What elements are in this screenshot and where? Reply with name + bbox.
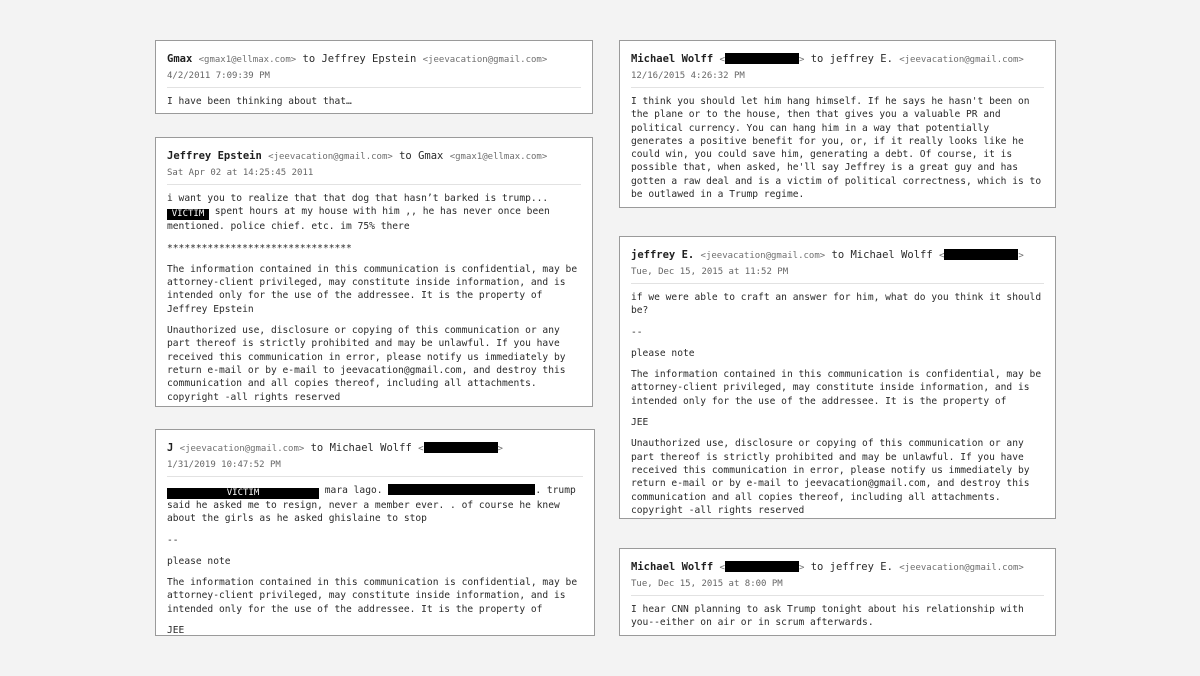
recipient-address: <jeevacation@gmail.com> xyxy=(899,563,1024,573)
email-body xyxy=(631,95,1044,201)
email-date: Sat Apr 02 at 14:25:45 2011 xyxy=(167,167,581,185)
sender-address: <gmax1@ellmax.com> xyxy=(198,55,297,65)
please-note: please note xyxy=(167,555,231,567)
body-paragraph: I have been thinking about that… xyxy=(167,96,352,107)
recipient-address: <gmax1@ellmax.com> xyxy=(449,152,548,162)
email-card-jeffrey-to-wolff xyxy=(619,236,1056,519)
confidentiality-notice: The information contained in this communication is confidential, may be attorney-client privileged, may constitute inside information, and is intended only for the use of the addressee. It is the property of xyxy=(167,577,578,615)
please-note: please note xyxy=(631,347,695,359)
addr-close: > xyxy=(1018,251,1024,261)
recipient-name: Jeffrey Epstein xyxy=(321,53,417,65)
body-paragraph: I think you should let him hang himself. If he says he hasn't been on the plane or to the house, then that gives you a valuable PR and political currency. You can hang him in a way that potentially generates a positive benefit for you, or, if it really looks like he could win, you could save him, generating a debt. Of course, it is possible that, when asked, he'll say Jeffrey is a great guy and has gotten a raw deal and is a victim of political correctness, which is to be outlawed in a Trump regime. xyxy=(631,96,1042,201)
signature: JEE xyxy=(167,625,185,636)
email-body xyxy=(167,192,581,404)
unauthorized-use-notice: Unauthorized use, disclosure or copying of this communication or any part thereof is strictly prohibited and may be unlawful. If you have received this communication in error, please notify us immediately by return e-mail or by e-mail to jeevacation@gmail.com, and destroy this communication and all copies thereof, including all attachments. copyright -all rights reserved xyxy=(167,325,566,403)
sender-name: J xyxy=(167,442,174,454)
email-card-wolff-dec15 xyxy=(619,548,1056,636)
addr-open: < xyxy=(719,563,725,573)
recipient-name: jeffrey E. xyxy=(829,561,893,573)
to-label: to xyxy=(831,249,845,261)
email-date: 1/31/2019 10:47:52 PM xyxy=(167,459,583,477)
sender-name: jeffrey E. xyxy=(631,249,695,261)
email-date: Tue, Dec 15, 2015 at 8:00 PM xyxy=(631,578,1044,596)
body-segment: mara lago. xyxy=(319,485,389,496)
email-card-gmax-apr2 xyxy=(155,40,593,114)
redaction-victim: VICTIM xyxy=(167,209,209,220)
confidentiality-notice: The information contained in this communication is confidential, may be attorney-client privileged, may constitute inside information, and is intended only for the use of the addressee. It is the property of xyxy=(631,369,1042,407)
redacted-address xyxy=(944,249,1018,260)
dashes: -- xyxy=(631,326,643,338)
recipient-name: Gmax xyxy=(418,150,444,162)
email-header xyxy=(167,441,583,456)
to-label: to xyxy=(399,150,412,162)
body-paragraph xyxy=(167,484,583,526)
sender-name: Gmax xyxy=(167,53,193,65)
email-body xyxy=(631,603,1044,630)
addr-open: < xyxy=(939,251,945,261)
email-date: 4/2/2011 7:09:39 PM xyxy=(167,70,581,88)
to-label: to xyxy=(810,561,824,573)
redacted-address xyxy=(424,442,498,453)
redaction-victim: VICTIM xyxy=(167,488,319,499)
body-paragraph xyxy=(167,192,581,234)
email-header xyxy=(167,149,581,164)
body-paragraph: if we were able to craft an answer for him, what do you think it should be? xyxy=(631,292,1042,317)
sender-name: Michael Wolff xyxy=(631,561,714,573)
redacted-address xyxy=(725,53,799,64)
sender-address: <jeevacation@gmail.com> xyxy=(179,444,305,454)
email-header xyxy=(631,560,1044,575)
email-header xyxy=(631,52,1044,67)
confidentiality-notice: The information contained in this communication is confidential, may be attorney-client privileged, may constitute inside information, and is intended only for the use of the addressee. It is the property of Jeffrey Epstein xyxy=(167,263,578,315)
body-line: i want you to realize that that dog that hasn’t barked is trump... xyxy=(167,193,549,204)
email-date: Tue, Dec 15, 2015 at 11:52 PM xyxy=(631,266,1044,284)
dashes: -- xyxy=(167,534,179,546)
email-card-epstein-to-gmax xyxy=(155,137,593,407)
sender-name: Michael Wolff xyxy=(631,53,714,65)
body-paragraph: I hear CNN planning to ask Trump tonight about his relationship with you--either on air or in scrum afterwards. xyxy=(631,604,1024,629)
signature: JEE xyxy=(631,417,649,429)
recipient-address: <jeevacation@gmail.com> xyxy=(899,55,1024,65)
addr-open: < xyxy=(719,55,725,65)
recipient-address: <jeevacation@gmail.com> xyxy=(422,55,548,65)
recipient-name: jeffrey E. xyxy=(829,53,893,65)
redaction-block xyxy=(388,484,535,495)
redacted-address xyxy=(725,561,799,572)
email-card-j-to-wolff xyxy=(155,429,595,636)
separator-stars: ******************************** xyxy=(167,242,352,254)
email-header xyxy=(631,248,1044,263)
to-label: to xyxy=(302,53,316,65)
sender-name: Jeffrey Epstein xyxy=(167,150,262,162)
addr-close: > xyxy=(798,563,805,573)
email-body xyxy=(167,95,581,108)
body-segment: . trump said he asked me to resign, never a member ever. . of course he knew about the girls as he asked ghislaine to stop xyxy=(167,485,576,525)
email-date: 12/16/2015 4:26:32 PM xyxy=(631,70,1044,88)
recipient-name: Michael Wolff xyxy=(329,442,412,454)
email-body xyxy=(631,291,1044,517)
to-label: to xyxy=(310,442,324,454)
email-body xyxy=(167,484,583,636)
recipient-name: Michael Wolff xyxy=(850,249,933,261)
sender-address: <jeevacation@gmail.com> xyxy=(268,152,393,162)
addr-close: > xyxy=(497,444,503,454)
to-label: to xyxy=(810,53,824,65)
unauthorized-use-notice: Unauthorized use, disclosure or copying of this communication or any part thereof is strictly prohibited and may be unlawful. If you have received this communication in error, please notify us immediately by return e-mail or by e-mail to jeevacation@gmail.com, and destroy this communication and all copies thereof, including all attachments. copyright -all rights reserved xyxy=(631,438,1030,516)
addr-open: < xyxy=(418,444,424,454)
email-card-wolff-dec16 xyxy=(619,40,1056,208)
sender-address: <jeevacation@gmail.com> xyxy=(700,251,826,261)
email-header xyxy=(167,52,581,67)
addr-close: > xyxy=(798,55,805,65)
body-line: spent hours at my house with him ,, he has never once been mentioned. police chief. etc. im 75% there xyxy=(167,206,550,233)
